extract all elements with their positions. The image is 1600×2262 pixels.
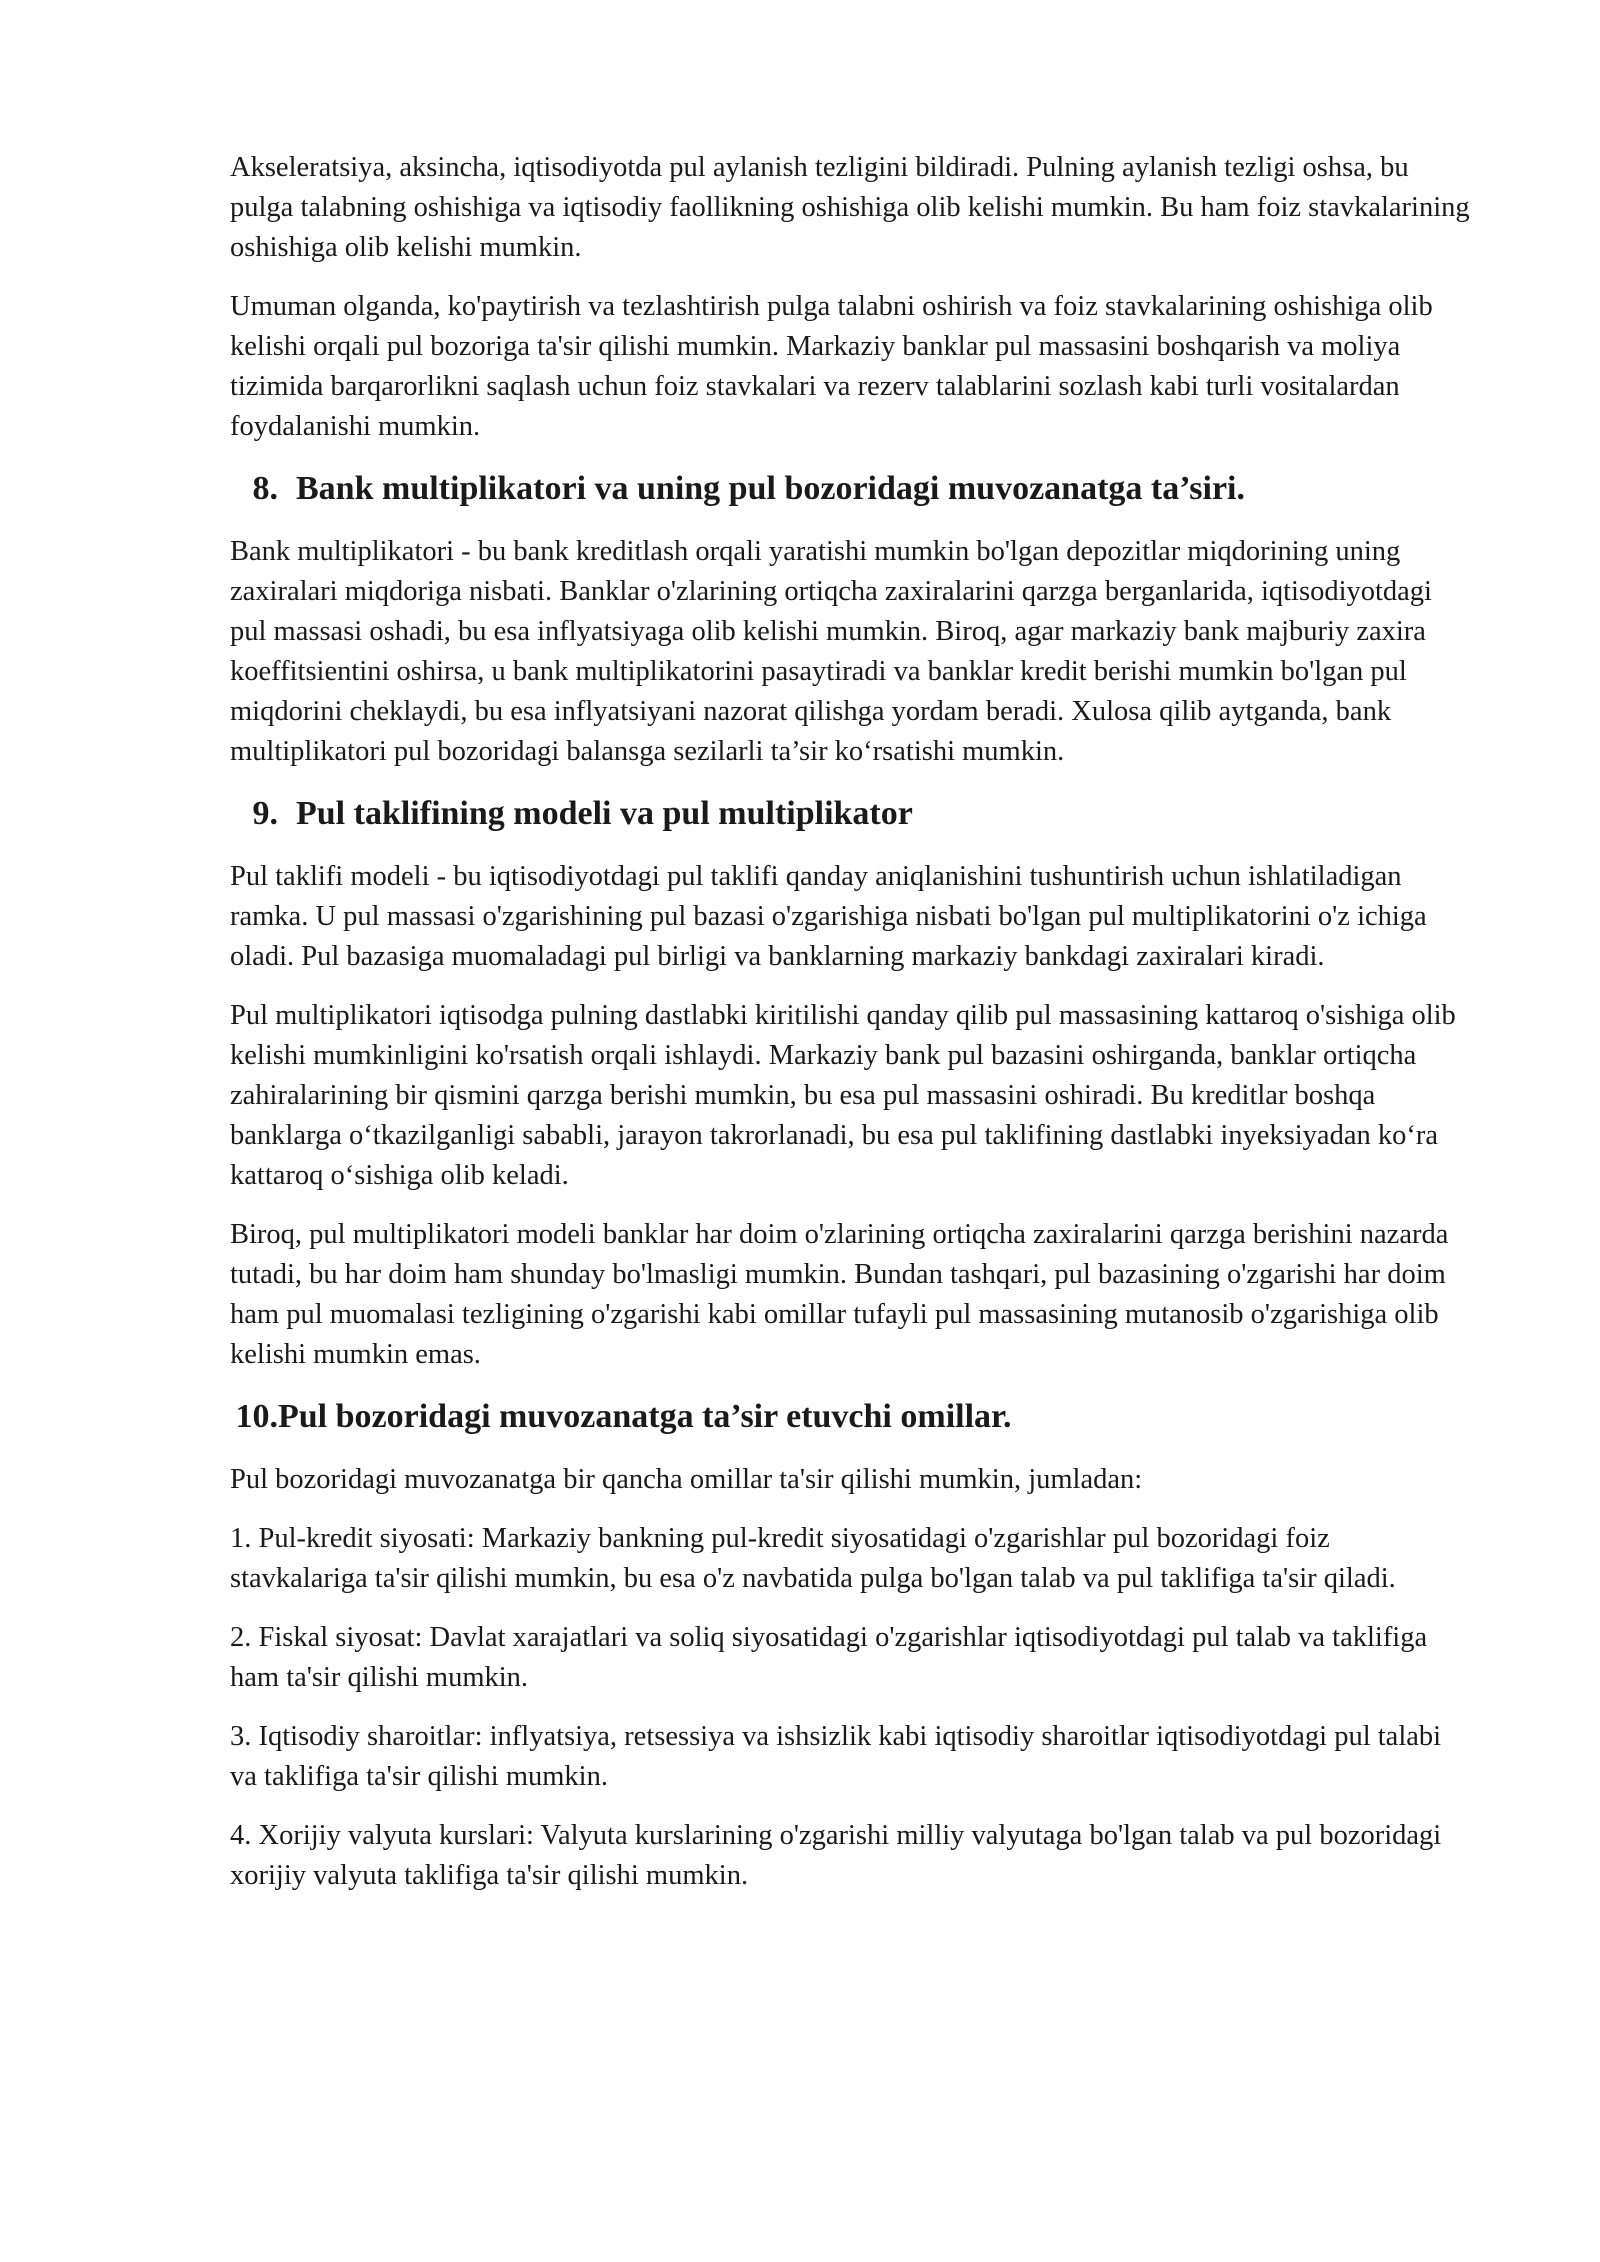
- list-item: 3. Iqtisodiy sharoitlar: inflyatsiya, retsessiya va ishsizlik kabi iqtisodiy sharoitlar iqtisodiyotdagi pul talabi va taklifiga ta'sir qilishi mumkin.: [230, 1721, 1442, 1792]
- body-paragraph: Pul bozoridagi muvozanatga bir qancha omillar ta'sir qilishi mumkin, jumladan:: [230, 1464, 1143, 1495]
- list-item: 2. Fiskal siyosat: Davlat xarajatlari va soliq siyosatidagi o'zgarishlar iqtisodiyotdagi pul talab va taklifiga ham ta'sir qilishi mumkin.: [230, 1622, 1428, 1693]
- intro-paragraph: Akseleratsiya, aksincha, iqtisodiyotda pul aylanish tezligini bildiradi. Pulning aylanish tezligi oshsa, bu pulga talabning oshishiga va iqtisodiy faollikning oshishiga olib kelishi mumkin. Bu ham foiz stavkalarining oshishiga olib kelishi mumkin.: [230, 152, 1470, 263]
- body-paragraph: Bank multiplikatori - bu bank kreditlash orqali yaratishi mumkin bo'lgan depozitlar miqdorining uning zaxiralari miqdoriga nisbati. Banklar o'zlarining ortiqcha zaxiralarini qarzga berganlarida, iqtisodiyotdagi pul massasi oshadi, bu esa inflyatsiyaga olib kelishi mumkin. Biroq, agar markaziy bank majburiy zaxira koeffitsientini oshirsa, u bank multiplikatorini pasaytiradi va banklar kredit berishi mumkin bo'lgan pul miqdorini cheklaydi, bu esa inflyatsiyani nazorat qilishga yordam beradi. Xulosa qilib aytganda, bank multiplikatori pul bozoridagi balansga sezilarli ta’sir ko‘rsatishi mumkin.: [230, 536, 1432, 767]
- section-title: Pul bozoridagi muvozanatga ta’sir etuvchi omillar.: [278, 1398, 1012, 1435]
- section-heading-10: [230, 1394, 1472, 1440]
- section-number: 10.: [235, 1398, 278, 1435]
- list-item: 1. Pul-kredit siyosati: Markaziy bankning pul-kredit siyosatidagi o'zgarishlar pul bozoridagi foiz stavkalariga ta'sir qilishi mumkin, bu esa o'z navbatida pulga bo'lgan talab va pul taklifiga ta'sir qiladi.: [230, 1523, 1396, 1594]
- intro-paragraph: Umuman olganda, ko'paytirish va tezlashtirish pulga talabni oshirish va foiz stavkalarining oshishiga olib kelishi orqali pul bozoriga ta'sir qilishi mumkin. Markaziy banklar pul massasini boshqarish va moliya tizimida barqarorlikni saqlash uchun foiz stavkalari va rezerv talablarini sozlash kabi turli vositalardan foydalanishi mumkin.: [230, 291, 1433, 442]
- section-heading-8: [230, 466, 1472, 512]
- section-title: Pul taklifining modeli va pul multiplikator: [296, 795, 913, 832]
- body-paragraph: Pul multiplikatori iqtisodga pulning dastlabki kiritilishi qanday qilib pul massasining kattaroq o'sishiga olib kelishi mumkinligini ko'rsatish orqali ishlaydi. Markaziy bank pul bazasini oshirganda, banklar ortiqcha zahiralarining bir qismini qarzga berishi mumkin, bu esa pul massasini oshiradi. Bu kreditlar boshqa banklarga o‘tkazilganligi sababli, jarayon takrorlanadi, bu esa pul taklifining dastlabki inyeksiyadan ko‘ra kattaroq o‘sishiga olib keladi.: [230, 1000, 1456, 1191]
- list-item: 4. Xorijiy valyuta kurslari: Valyuta kurslarining o'zgarishi milliy valyutaga bo'lgan talab va pul bozoridagi xorijiy valyuta taklifiga ta'sir qilishi mumkin.: [230, 1820, 1442, 1891]
- section-heading-9: [230, 791, 1472, 837]
- body-paragraph: Biroq, pul multiplikatori modeli banklar har doim o'zlarining ortiqcha zaxiralarini qarzga berishini nazarda tutadi, bu har doim ham shunday bo'lmasligi mumkin. Bundan tashqari, pul bazasining o'zgarishi har doim ham pul muomalasi tezligining o'zgarishi kabi omillar tufayli pul massasining mutanosib o'zgarishiga olib kelishi mumkin emas.: [230, 1219, 1449, 1370]
- body-paragraph: Pul taklifi modeli - bu iqtisodiyotdagi pul taklifi qanday aniqlanishini tushuntirish uchun ishlatiladigan ramka. U pul massasi o'zgarishining pul bazasi o'zgarishiga nisbati bo'lgan pul multiplikatorini o'z ichiga oladi. Pul bazasiga muomaladagi pul birligi va banklarning markaziy bankdagi zaxiralari kiradi.: [230, 861, 1427, 972]
- section-title: Bank multiplikatori va uning pul bozoridagi muvozanatga ta’siri.: [296, 470, 1245, 507]
- section-number: 8.: [252, 470, 278, 507]
- section-number: 9.: [252, 795, 278, 832]
